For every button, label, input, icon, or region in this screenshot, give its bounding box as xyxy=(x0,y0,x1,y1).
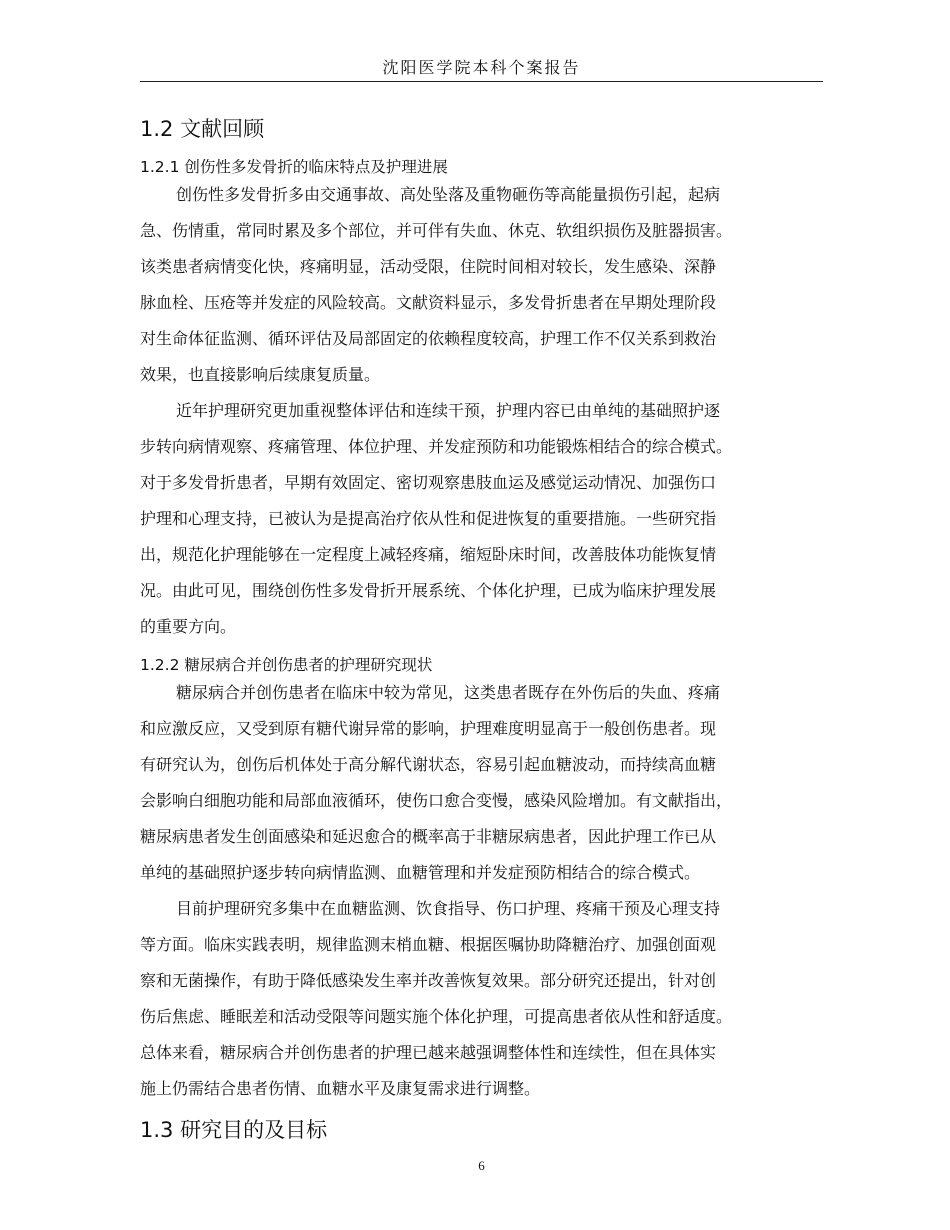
paragraph-line: 会影响白细胞功能和局部血液循环，使伤口愈合变慢，感染风险增加。有文献指出， xyxy=(140,791,733,810)
header-rule xyxy=(140,81,823,82)
paragraph-line: 该类患者病情变化快，疼痛明显，活动受限，住院时间相对较长，发生感染、深静 xyxy=(140,257,717,276)
paragraph-line: 目前护理研究多集中在血糖监测、饮食指导、伤口护理、疼痛干预及心理支持 xyxy=(176,899,721,918)
paragraph-line: 步转向病情观察、疼痛管理、体位护理、并发症预防和功能锻炼相结合的综合模式。 xyxy=(140,437,733,456)
paragraph-line: 创伤性多发骨折多由交通事故、高处坠落及重物砸伤等高能量损伤引起，起病 xyxy=(176,185,721,204)
paragraph-line: 施上仍需结合患者伤情、血糖水平及康复需求进行调整。 xyxy=(140,1079,541,1098)
paragraph-line: 对于多发骨折患者，早期有效固定、密切观察患肢血运及感觉运动情况、加强伤口 xyxy=(140,473,717,492)
running-header: 沈阳医学院本科个案报告 xyxy=(382,58,581,77)
paragraph-line: 对生命体征监测、循环评估及局部固定的依赖程度较高，护理工作不仅关系到救治 xyxy=(140,329,717,348)
paragraph-line: 和应激反应，又受到原有糖代谢异常的影响，护理难度明显高于一般创伤患者。现 xyxy=(140,719,717,738)
paragraph-line: 察和无菌操作，有助于降低感染发生率并改善恢复效果。部分研究还提出，针对创 xyxy=(140,971,717,990)
section-heading-1-2: 1.2 文献回顾 xyxy=(140,117,265,141)
paragraph-line: 有研究认为，创伤后机体处于高分解代谢状态，容易引起血糖波动，而持续高血糖 xyxy=(140,755,717,774)
subsection-heading-1-2-1: 1.2.1 创伤性多发骨折的临床特点及护理进展 xyxy=(140,158,448,176)
paragraph-line: 糖尿病合并创伤患者在临床中较为常见，这类患者既存在外伤后的失血、疼痛 xyxy=(176,683,721,702)
paragraph-line: 近年护理研究更加重视整体评估和连续干预，护理内容已由单纯的基础照护逐 xyxy=(176,401,721,420)
subsection-heading-1-2-2: 1.2.2 糖尿病合并创伤患者的护理研究现状 xyxy=(140,656,433,674)
paragraph-line: 单纯的基础照护逐步转向病情监测、血糖管理和并发症预防相结合的综合模式。 xyxy=(140,863,701,882)
paragraph-line: 急、伤情重，常同时累及多个部位，并可伴有失血、休克、软组织损伤及脏器损害。 xyxy=(140,221,733,240)
paragraph-line: 效果，也直接影响后续康复质量。 xyxy=(140,365,381,384)
page-number: 6 xyxy=(478,1158,485,1173)
paragraph-line: 总体来看，糖尿病合并创伤患者的护理已越来越强调整体性和连续性，但在具体实 xyxy=(140,1043,717,1062)
paragraph-line: 等方面。临床实践表明，规律监测末梢血糖、根据医嘱协助降糖治疗、加强创面观 xyxy=(140,935,717,954)
paragraph-line: 糖尿病患者发生创面感染和延迟愈合的概率高于非糖尿病患者，因此护理工作已从 xyxy=(140,827,717,846)
section-heading-1-3: 1.3 研究目的及目标 xyxy=(140,1118,328,1142)
paragraph-line: 脉血栓、压疮等并发症的风险较高。文献资料显示，多发骨折患者在早期处理阶段 xyxy=(140,293,717,312)
paragraph-line: 出，规范化护理能够在一定程度上减轻疼痛，缩短卧床时间，改善肢体功能恢复情 xyxy=(140,545,717,564)
paragraph-line: 的重要方向。 xyxy=(140,617,237,636)
paragraph-line: 况。由此可见，围绕创伤性多发骨折开展系统、个体化护理，已成为临床护理发展 xyxy=(140,581,717,600)
paragraph-line: 伤后焦虑、睡眠差和活动受限等问题实施个体化护理，可提高患者依从性和舒适度。 xyxy=(140,1007,733,1026)
paragraph-line: 护理和心理支持，已被认为是提高治疗依从性和促进恢复的重要措施。一些研究指 xyxy=(140,509,717,528)
